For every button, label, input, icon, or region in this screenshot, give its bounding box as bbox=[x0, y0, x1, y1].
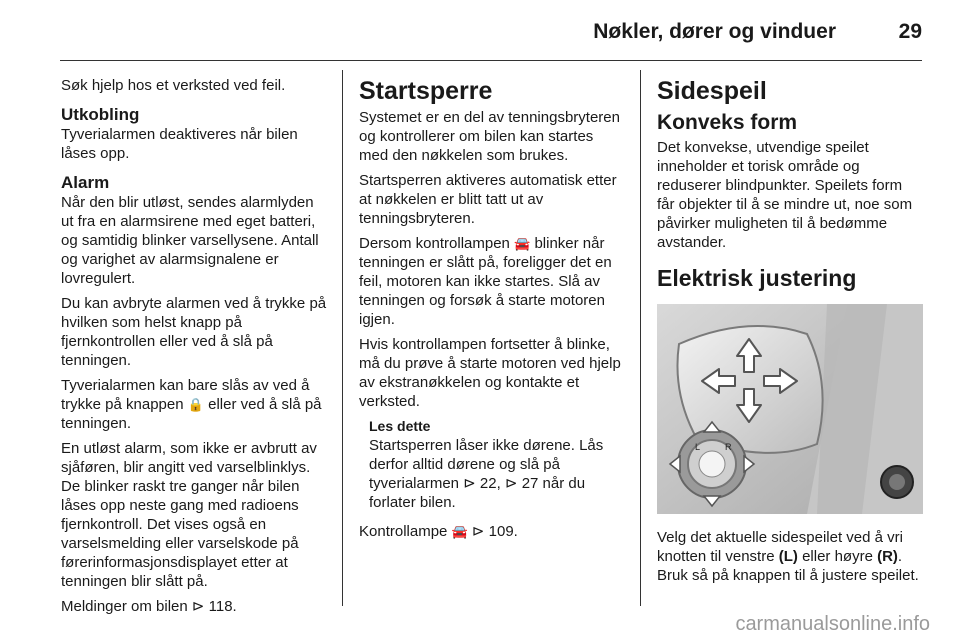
alarm-paragraph-4: En utløst alarm, som ikke er avbrutt av sjåføren, blir angitt ved varselblinklys. De blinker raskt tre ganger når bilen låses opp neste gang med radioens fjernkontroll. Det vises også en varselsmelding eller varselskode på førerinformasjonsdisplayet etter at tenningen blir slått på. bbox=[61, 440, 317, 590]
header-divider bbox=[60, 60, 922, 61]
elektrisk-heading: Elektrisk justering bbox=[657, 265, 857, 291]
watermark: carmanualsonline.info bbox=[735, 613, 930, 635]
startsperre-paragraph-4: Hvis kontrollampen fortsetter å blinke, må du prøve å starte motoren ved hjelp av ekstranøkkelen og kontakte et verksted. bbox=[359, 336, 621, 410]
startsperre-paragraph-3: Dersom kontrollampen 🚘 blinker når tenningen er slått på, foreligger det en feil, motoren kan ikke startes. Slå av tenningen og forsøk å starte motoren igjen. bbox=[359, 235, 612, 328]
column-immobilizer bbox=[359, 76, 625, 547]
konveks-text: Det konvekse, utvendige speilet inneholder et torisk område og reduserer blindpunkter. Speilets form får objekter til å se mindre ut, noe som påvirker muligheten til å bedømme avstander. bbox=[657, 139, 913, 251]
alarm-paragraph-1: Når den blir utløst, sendes alarmlyden ut fra en alarmsirene med eget batteri, og samtidig blinker varsellysene. Antall og varighet av alarmsignalene er lovregulert. bbox=[61, 194, 319, 287]
immobilizer-icon: 🚘 bbox=[514, 236, 531, 251]
note-text: Startsperren låser ikke dørene. Lås derfor alltid dørene og slå på tyverialarmen ⊳ 22, ⊳ 27 når du forlater bilen. bbox=[369, 437, 604, 511]
column-divider-1 bbox=[342, 70, 343, 606]
alarm-heading: Alarm bbox=[61, 173, 110, 192]
utkobling-text: Tyverialarmen deaktiveres når bilen låses opp. bbox=[61, 126, 298, 162]
immobilizer-icon: 🚘 bbox=[451, 524, 468, 539]
chapter-title: Nøkler, dører og vinduer bbox=[593, 20, 836, 43]
elektrisk-text: Velg det aktuelle sidespeilet ved å vri knotten til venstre (L) eller høyre (R). Bruk så på knappen til å justere speilet. bbox=[657, 529, 919, 584]
lock-icon: 🔒 bbox=[187, 397, 204, 412]
note-box bbox=[369, 417, 625, 512]
startsperre-paragraph-1: Systemet er en del av tenningsbryteren og kontrollerer om bilen kan startes med den nøkkelen som brukes. bbox=[359, 109, 620, 164]
alarm-paragraph-3: Tyverialarmen kan bare slås av ved å trykke på knappen 🔒 eller ved å slå på tenningen. bbox=[61, 377, 322, 432]
startsperre-heading: Startsperre bbox=[359, 77, 493, 105]
note-title: Les dette bbox=[369, 418, 431, 434]
knob-label-right: R bbox=[725, 442, 732, 452]
page-header bbox=[0, 0, 960, 62]
sidespeil-heading: Sidespeil bbox=[657, 77, 767, 105]
page-number: 29 bbox=[898, 20, 922, 43]
messages-reference: Meldinger om bilen ⊳ 118. bbox=[61, 598, 237, 615]
mirror-adjustment-figure bbox=[657, 304, 923, 514]
intro-text: Søk hjelp hos et verksted ved feil. bbox=[61, 77, 286, 94]
utkobling-heading: Utkobling bbox=[61, 105, 140, 124]
column-alarm bbox=[61, 76, 327, 622]
indicator-reference: Kontrollampe 🚘 ⊳ 109. bbox=[359, 523, 518, 540]
knob-label-left: L bbox=[695, 442, 701, 452]
mirror-illustration bbox=[657, 304, 923, 514]
startsperre-paragraph-2: Startsperren aktiveres automatisk etter at nøkkelen er blitt tatt ut av tenningsbryteren. bbox=[359, 172, 617, 227]
konveks-heading: Konveks form bbox=[657, 111, 798, 134]
column-mirrors bbox=[657, 76, 923, 591]
column-divider-2 bbox=[640, 70, 641, 606]
alarm-paragraph-2: Du kan avbryte alarmen ved å trykke på hvilken som helst knapp på fjernkontrollen eller ved å slå på tenningen. bbox=[61, 295, 327, 369]
